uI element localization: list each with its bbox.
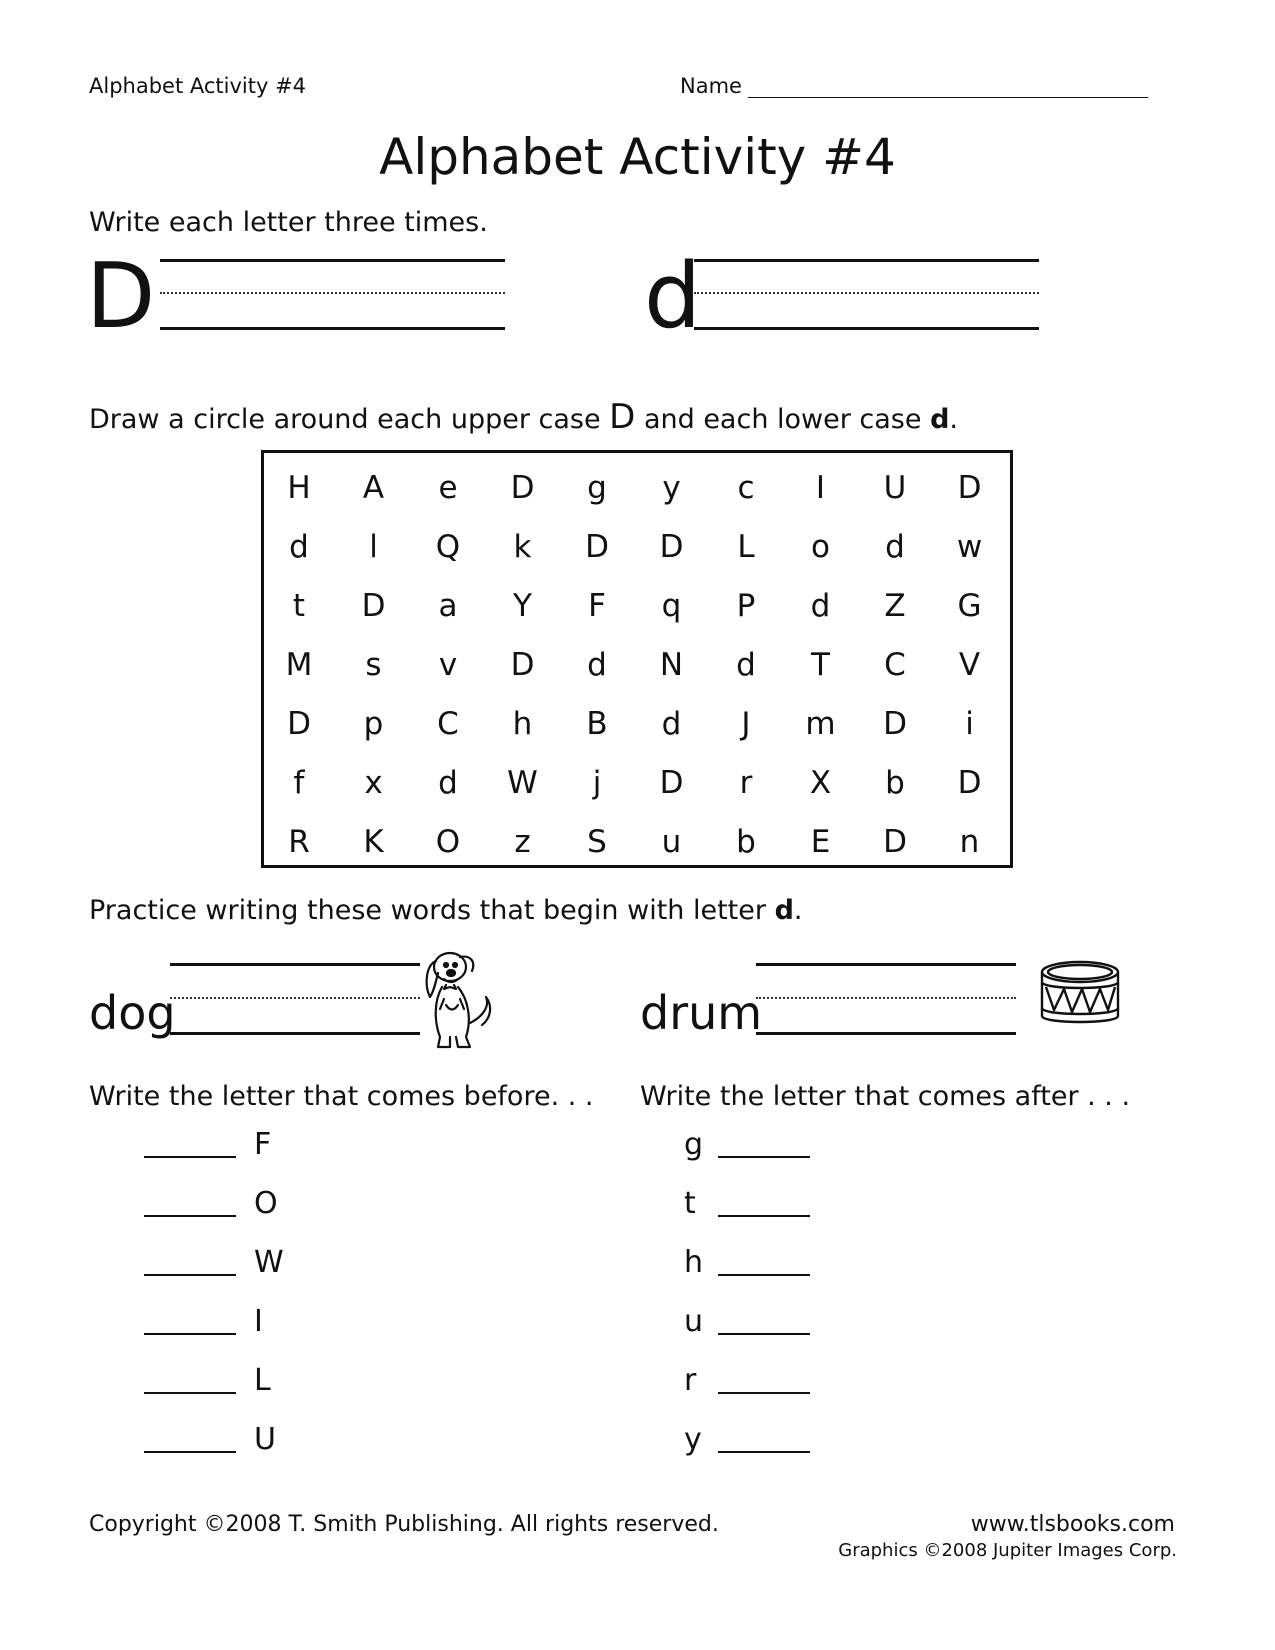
grid-letter[interactable]: d (810, 588, 831, 624)
dog-icon (420, 945, 500, 1055)
grid-letter[interactable]: J (741, 706, 751, 742)
grid-letter[interactable]: i (965, 706, 974, 742)
word-line-dotted (756, 997, 1016, 999)
grid-letter[interactable]: I (815, 470, 826, 506)
words-instruction (89, 895, 802, 926)
after-instruction: Write the letter that comes after . . . (640, 1081, 1131, 1112)
circle-instruction (89, 397, 958, 437)
grid-letter[interactable]: D (659, 765, 684, 801)
grid-letter[interactable]: m (805, 706, 836, 742)
grid-letter[interactable]: v (438, 647, 458, 683)
grid-letter[interactable]: D (287, 706, 311, 742)
grid-letter[interactable]: C (884, 647, 906, 683)
grid-letter[interactable]: d (736, 647, 756, 683)
grid-letter[interactable]: d (587, 647, 607, 683)
words-instruction-letter: d (774, 895, 794, 926)
grid-letter[interactable]: f (293, 765, 305, 801)
before-letter: W (254, 1245, 284, 1280)
trace-letter-lower: d (644, 244, 702, 349)
word-line-top (170, 963, 420, 966)
circle-instruction-upper: D (609, 397, 636, 437)
grid-letter[interactable]: W (507, 765, 538, 801)
header-worksheet-label: Alphabet Activity #4 (89, 74, 307, 98)
grid-letter[interactable]: h (512, 706, 533, 742)
after-letter: y (684, 1422, 702, 1457)
trace-line-dotted (160, 292, 505, 294)
grid-letter[interactable]: R (288, 824, 310, 860)
after-letter: h (684, 1245, 704, 1280)
grid-letter[interactable]: z (514, 824, 531, 860)
name-line[interactable] (748, 77, 1148, 98)
answer-blank[interactable] (144, 1451, 236, 1453)
grid-letter[interactable]: j (592, 765, 602, 801)
grid-letter[interactable]: a (438, 588, 458, 624)
grid-letter[interactable]: r (739, 765, 753, 801)
grid-letter[interactable]: M (285, 647, 313, 683)
circle-instruction-mid: and each lower case (635, 404, 931, 435)
trace-line-base[interactable] (694, 327, 1039, 330)
before-letter: O (254, 1186, 278, 1221)
trace-line-base[interactable] (160, 327, 505, 330)
grid-letter[interactable]: w (956, 529, 983, 565)
name-label: Name (680, 74, 742, 98)
grid-letter[interactable]: D (585, 529, 609, 565)
grid-letter[interactable]: s (365, 647, 382, 683)
grid-letter[interactable]: E (810, 824, 831, 860)
grid-letter[interactable]: G (957, 588, 982, 624)
grid-letter[interactable]: y (662, 470, 681, 506)
answer-blank[interactable] (718, 1333, 810, 1335)
grid-letter[interactable]: P (736, 588, 756, 624)
letter-grid (261, 450, 1013, 868)
word-line-base[interactable] (170, 1032, 420, 1035)
after-letter: t (684, 1186, 696, 1221)
grid-letter[interactable]: L (737, 529, 755, 565)
grid-letter[interactable]: T (811, 647, 830, 683)
grid-letter[interactable]: d (661, 706, 682, 742)
circle-instruction-pre: Draw a circle around each upper case (89, 404, 610, 435)
trace-letter-upper: D (86, 244, 156, 349)
after-letter: u (684, 1304, 704, 1339)
grid-letter[interactable]: p (363, 706, 384, 742)
grid-letter[interactable]: U (883, 470, 907, 506)
grid-letter[interactable]: D (659, 529, 684, 565)
trace-line-top (160, 259, 505, 262)
grid-letter[interactable]: t (292, 588, 306, 624)
trace-instruction: Write each letter three times. (89, 207, 488, 238)
page-title: Alphabet Activity #4 (379, 128, 896, 186)
grid-letter[interactable]: O (435, 824, 461, 860)
website-link[interactable]: www.tlsbooks.com (970, 1512, 1175, 1537)
answer-blank[interactable] (718, 1451, 810, 1453)
word-line-dotted (170, 997, 420, 999)
grid-letter[interactable]: D (510, 470, 535, 506)
after-letter: g (684, 1127, 704, 1162)
answer-blank[interactable] (718, 1156, 810, 1158)
grid-letter[interactable]: g (587, 470, 607, 506)
grid-letter[interactable]: c (737, 470, 755, 506)
grid-letter[interactable]: K (363, 824, 384, 860)
grid-letter[interactable]: q (661, 588, 682, 624)
answer-blank[interactable] (718, 1274, 810, 1276)
answer-blank[interactable] (144, 1274, 236, 1276)
before-letter: L (254, 1363, 271, 1398)
grid-letter[interactable]: b (885, 765, 905, 801)
graphics-credit: Graphics ©2008 Jupiter Images Corp. (838, 1540, 1177, 1561)
word-dog: dog (89, 986, 176, 1040)
answer-blank[interactable] (144, 1215, 236, 1217)
words-instruction-end: . (793, 895, 803, 926)
grid-letter[interactable]: b (736, 824, 756, 860)
grid-letter[interactable]: X (809, 765, 832, 801)
grid-letter[interactable]: C (437, 706, 459, 742)
drum-icon (1038, 958, 1122, 1032)
grid-letter[interactable]: n (959, 824, 980, 860)
grid-letter[interactable]: o (811, 529, 830, 565)
grid-letter[interactable]: V (958, 647, 981, 683)
grid-letter[interactable]: Z (884, 588, 906, 624)
name-field[interactable] (680, 74, 1148, 98)
grid-letter[interactable]: d (438, 765, 458, 801)
grid-letter[interactable]: d (885, 529, 905, 565)
answer-blank[interactable] (144, 1333, 236, 1335)
before-letter: F (254, 1127, 272, 1162)
answer-blank[interactable] (144, 1156, 236, 1158)
word-line-base[interactable] (756, 1032, 1016, 1035)
grid-letter[interactable]: e (438, 470, 458, 506)
before-letter: U (254, 1422, 276, 1457)
word-drum: drum (640, 986, 763, 1040)
copyright-text: Copyright ©2008 T. Smith Publishing. All rights reserved. (89, 1512, 719, 1537)
words-instruction-pre: Practice writing these words that begin with letter (89, 895, 775, 926)
answer-blank[interactable] (718, 1215, 810, 1217)
trace-line-dotted (694, 292, 1039, 294)
grid-letter[interactable]: l (369, 529, 378, 565)
grid-letter[interactable]: x (364, 765, 383, 801)
grid-letter[interactable]: Q (435, 529, 461, 565)
grid-letter[interactable]: D (510, 647, 535, 683)
grid-letter[interactable]: Y (513, 588, 532, 624)
grid-letter[interactable]: N (659, 647, 684, 683)
before-letter: I (254, 1304, 263, 1339)
grid-letter[interactable]: B (586, 706, 608, 742)
circle-instruction-lower: d (930, 404, 950, 435)
before-instruction: Write the letter that comes before. . . (89, 1081, 594, 1112)
word-line-top (756, 963, 1016, 966)
grid-letter[interactable]: H (287, 470, 311, 506)
grid-letter[interactable]: u (661, 824, 682, 860)
circle-instruction-end: . (949, 404, 958, 435)
grid-letter[interactable]: F (588, 588, 606, 624)
grid-letter[interactable]: D (883, 824, 907, 860)
answer-blank[interactable] (718, 1392, 810, 1394)
grid-letter[interactable]: S (587, 824, 607, 860)
grid-letter[interactable]: D (957, 470, 982, 506)
trace-line-top (694, 259, 1039, 262)
grid-letter[interactable]: D (883, 706, 907, 742)
answer-blank[interactable] (144, 1392, 236, 1394)
grid-letter[interactable]: D (957, 765, 982, 801)
grid-letter[interactable]: k (513, 529, 532, 565)
grid-letter[interactable]: D (361, 588, 386, 624)
grid-letter[interactable]: d (289, 529, 309, 565)
after-letter: r (684, 1363, 697, 1398)
grid-letter[interactable]: A (362, 470, 385, 506)
